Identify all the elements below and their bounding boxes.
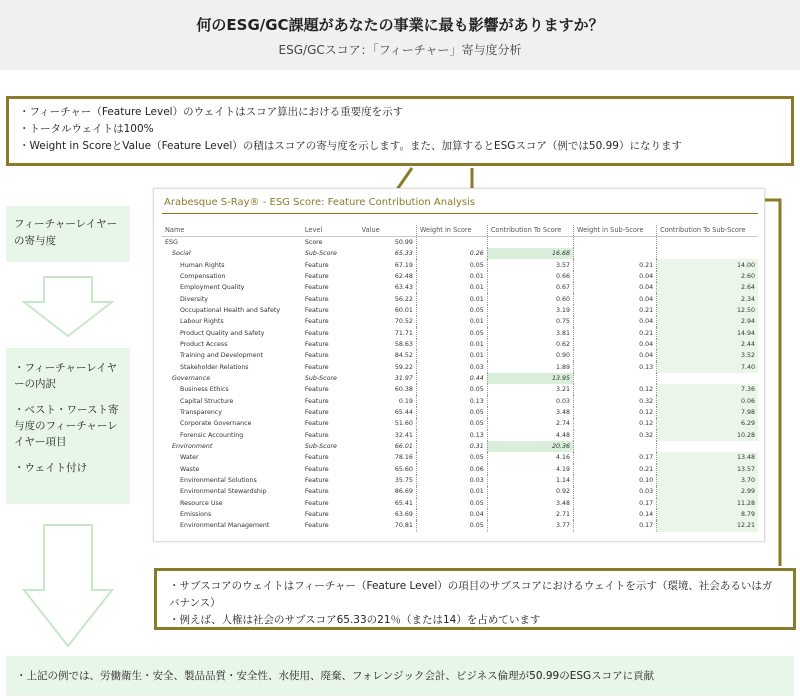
cell-value: 70.81 xyxy=(359,520,417,531)
cell-weight: 0.31 xyxy=(416,441,487,452)
table-row xyxy=(162,498,758,509)
cell-name: Employment Quality xyxy=(180,284,245,292)
cell-level: Feature xyxy=(304,408,329,416)
top-note: ・フィーチャー（Feature Level）のウェイトはスコア算出における重要度を示す xyxy=(19,106,404,118)
table-row xyxy=(162,441,758,452)
cell-level: Feature xyxy=(304,511,329,519)
cell-value: 71.71 xyxy=(359,327,417,338)
cell-level: Feature xyxy=(304,431,329,439)
table-row xyxy=(162,259,758,270)
cell-name: Waste xyxy=(180,465,200,473)
cell-weight: 0.05 xyxy=(416,259,487,270)
cell-contribution: 0.66 xyxy=(487,271,573,282)
cell-contribution: 0.62 xyxy=(487,339,573,350)
cell-value: 65.41 xyxy=(359,498,417,509)
cell-sub-weight: 0.04 xyxy=(573,271,656,282)
cell-contribution: 13.95 xyxy=(487,373,573,384)
cell-contribution: 0.92 xyxy=(487,486,573,497)
cell-contribution: 3.19 xyxy=(487,305,573,316)
cell-value: 65.33 xyxy=(359,248,417,259)
cell-level: Feature xyxy=(304,284,329,292)
table-row xyxy=(162,361,758,372)
cell-contribution: 0.60 xyxy=(487,293,573,304)
table-row xyxy=(162,452,758,463)
col-header-value: Value xyxy=(359,225,417,237)
cell-level: Feature xyxy=(304,261,329,269)
cell-level: Feature xyxy=(304,386,329,394)
cell-weight: 0.06 xyxy=(416,464,487,475)
cell-level: Sub-Score xyxy=(304,374,337,382)
table-row xyxy=(162,248,758,259)
table-title: Arabesque S-Ray® - ESG Score: Feature Contribution Analysis xyxy=(164,197,476,208)
cell-contribution: 20.36 xyxy=(487,441,573,452)
cell-sub-contribution: 7.98 xyxy=(657,407,758,418)
conclusion-box: ・上記の例では、労働衛生・安全、製品品質・安全性、水使用、廃棄、フォレンジック会計、ビジネス倫理が50.99のESGスコアに貢献 xyxy=(6,656,794,696)
table-row xyxy=(162,305,758,316)
cell-level: Sub-Score xyxy=(304,250,337,258)
table-row xyxy=(162,271,758,282)
cell-contribution: 4.48 xyxy=(487,430,573,441)
cell-sub-weight: 0.13 xyxy=(573,361,656,372)
cell-sub-weight: 0.21 xyxy=(573,259,656,270)
col-header-contribution: Contribution To Score xyxy=(487,225,573,237)
cell-sub-weight: 0.04 xyxy=(573,293,656,304)
cell-contribution: 0.90 xyxy=(487,350,573,361)
cell-contribution: 0.67 xyxy=(487,282,573,293)
cell-level: Feature xyxy=(304,499,329,507)
cell-value: 63.43 xyxy=(359,282,417,293)
cell-value: 60.38 xyxy=(359,384,417,395)
cell-sub-weight xyxy=(573,237,656,249)
cell-name: Product Quality and Safety xyxy=(180,329,265,337)
cell-contribution: 1.89 xyxy=(487,361,573,372)
cell-level: Feature xyxy=(304,340,329,348)
page-subtitle: ESG/GCスコア：「フィーチャー」寄与度分析 xyxy=(278,43,522,57)
cell-level: Feature xyxy=(304,272,329,280)
cell-sub-weight: 0.21 xyxy=(573,305,656,316)
cell-sub-weight: 0.14 xyxy=(573,509,656,520)
cell-weight: 0.01 xyxy=(416,350,487,361)
table-row xyxy=(162,350,758,361)
table-row xyxy=(162,327,758,338)
cell-sub-contribution: 0.06 xyxy=(657,395,758,406)
cell-sub-weight: 0.12 xyxy=(573,418,656,429)
table-row xyxy=(162,373,758,384)
feature-contribution-table-card xyxy=(153,188,765,542)
col-header-name: Name xyxy=(162,225,302,237)
cell-level: Feature xyxy=(304,488,329,496)
cell-sub-weight: 0.17 xyxy=(573,520,656,531)
cell-name: Labour Rights xyxy=(180,318,224,326)
cell-sub-contribution: 14.00 xyxy=(657,259,758,270)
cell-name: Environment xyxy=(172,443,213,451)
table-row xyxy=(162,384,758,395)
cell-sub-contribution: 13.57 xyxy=(657,464,758,475)
cell-sub-contribution: 11.28 xyxy=(657,498,758,509)
top-note: ・Weight in ScoreとValue（Feature Level）の積はスコアの寄与度を示します。また、加算するとESGスコア（例では50.99）になります xyxy=(19,140,682,152)
cell-sub-contribution: 3.52 xyxy=(657,350,758,361)
cell-name: Resource Use xyxy=(180,499,223,507)
cell-level: Feature xyxy=(304,465,329,473)
table-row xyxy=(162,509,758,520)
cell-level: Feature xyxy=(304,318,329,326)
cell-sub-weight xyxy=(573,373,656,384)
cell-value: 58.63 xyxy=(359,339,417,350)
cell-level: Feature xyxy=(304,420,329,428)
cell-weight: 0.05 xyxy=(416,305,487,316)
table-row xyxy=(162,520,758,531)
cell-weight: 0.05 xyxy=(416,498,487,509)
cell-sub-contribution: 2.60 xyxy=(657,271,758,282)
cell-name: Emissions xyxy=(180,511,212,519)
cell-contribution: 4.19 xyxy=(487,464,573,475)
cell-value: 65.44 xyxy=(359,407,417,418)
cell-level: Feature xyxy=(304,306,329,314)
bottom-notes-box xyxy=(154,568,796,630)
cell-name: Water xyxy=(180,454,199,462)
table-row xyxy=(162,407,758,418)
cell-sub-contribution xyxy=(657,237,758,249)
cell-sub-weight: 0.12 xyxy=(573,384,656,395)
cell-value: 84.52 xyxy=(359,350,417,361)
cell-weight: 0.05 xyxy=(416,520,487,531)
table-row xyxy=(162,475,758,486)
cell-weight: 0.03 xyxy=(416,361,487,372)
table-row xyxy=(162,316,758,327)
cell-weight: 0.01 xyxy=(416,282,487,293)
cell-contribution: 4.16 xyxy=(487,452,573,463)
col-header-weight: Weight in Score xyxy=(416,225,487,237)
cell-level: Feature xyxy=(304,329,329,337)
cell-sub-weight: 0.32 xyxy=(573,430,656,441)
cell-sub-contribution xyxy=(657,373,758,384)
cell-name: Capital Structure xyxy=(180,397,234,405)
cell-sub-contribution: 7.36 xyxy=(657,384,758,395)
cell-contribution: 16.68 xyxy=(487,248,573,259)
table-row xyxy=(162,237,758,249)
table-row xyxy=(162,486,758,497)
cell-sub-contribution: 10.28 xyxy=(657,430,758,441)
col-header-sub-weight: Weight in Sub-Score xyxy=(573,225,656,237)
cell-weight: 0.26 xyxy=(416,248,487,259)
cell-weight: 0.05 xyxy=(416,452,487,463)
cell-weight: 0.01 xyxy=(416,486,487,497)
cell-name: Human Rights xyxy=(180,261,225,269)
cell-sub-contribution xyxy=(657,441,758,452)
cell-name: Product Access xyxy=(180,340,228,348)
cell-value: 50.99 xyxy=(359,237,417,249)
cell-contribution: 3.57 xyxy=(487,259,573,270)
bottom-note: ・サブスコアのウェイトはフィーチャー（Feature Level）の項目のサブスコアにおけるウェイトを示す（環境、社会あるいはガバナンス） xyxy=(169,580,773,609)
cell-sub-weight: 0.03 xyxy=(573,486,656,497)
cell-weight: 0.13 xyxy=(416,430,487,441)
cell-name: Social xyxy=(172,250,191,258)
cell-name: Corporate Governance xyxy=(180,420,252,428)
cell-level: Feature xyxy=(304,454,329,462)
cell-name: ESG xyxy=(165,239,178,246)
cell-sub-contribution: 8.79 xyxy=(657,509,758,520)
cell-contribution: 3.81 xyxy=(487,327,573,338)
cell-name: Occupational Health and Safety xyxy=(180,306,281,314)
page-title: 何のESG/GC課題があなたの事業に最も影響がありますか？ xyxy=(196,16,604,34)
cell-contribution: 0.03 xyxy=(487,395,573,406)
cell-name: Transparency xyxy=(180,408,222,416)
cell-value: 56.22 xyxy=(359,293,417,304)
col-header-level: Level xyxy=(302,225,359,237)
cell-sub-weight: 0.32 xyxy=(573,395,656,406)
cell-value: 63.69 xyxy=(359,509,417,520)
table-body xyxy=(162,237,758,532)
cell-level: Feature xyxy=(304,522,329,530)
cell-sub-contribution: 12.21 xyxy=(657,520,758,531)
cell-value: 66.01 xyxy=(359,441,417,452)
cell-weight: 0.03 xyxy=(416,475,487,486)
cell-level: Score xyxy=(304,239,323,246)
cell-value: 67.19 xyxy=(359,259,417,270)
cell-value: 60.01 xyxy=(359,305,417,316)
table-row xyxy=(162,430,758,441)
cell-sub-contribution: 2.94 xyxy=(657,316,758,327)
cell-value: 70.52 xyxy=(359,316,417,327)
table-row xyxy=(162,293,758,304)
cell-level: Feature xyxy=(304,352,329,360)
breakdown-item: ・フィーチャーレイヤーの内訳 xyxy=(14,362,118,390)
cell-weight: 0.01 xyxy=(416,339,487,350)
col-header-sub-contribution: Contribution To Sub-Score xyxy=(657,225,758,237)
cell-contribution: 3.21 xyxy=(487,384,573,395)
cell-weight: 0.04 xyxy=(416,509,487,520)
cell-sub-weight: 0.04 xyxy=(573,282,656,293)
cell-contribution xyxy=(487,237,573,249)
cell-sub-weight xyxy=(573,248,656,259)
cell-sub-contribution xyxy=(657,248,758,259)
cell-name: Environmental Solutions xyxy=(180,477,257,485)
cell-sub-contribution: 2.99 xyxy=(657,486,758,497)
table-header-row xyxy=(162,225,758,237)
cell-value: 62.48 xyxy=(359,271,417,282)
cell-name: Forensic Accounting xyxy=(180,431,244,439)
cell-level: Feature xyxy=(304,295,329,303)
cell-name: Stakeholder Relations xyxy=(180,363,249,371)
cell-sub-weight xyxy=(573,441,656,452)
cell-sub-weight: 0.04 xyxy=(573,316,656,327)
breakdown-item: ・ベスト・ワースト寄与度のフィーチャーレイヤー項目 xyxy=(14,404,119,448)
cell-sub-contribution: 14.94 xyxy=(657,327,758,338)
feature-contribution-table xyxy=(162,225,758,532)
cell-level: Sub-Score xyxy=(304,443,337,451)
cell-sub-weight: 0.21 xyxy=(573,464,656,475)
cell-name: Training and Development xyxy=(180,352,264,360)
cell-sub-weight: 0.10 xyxy=(573,475,656,486)
cell-contribution: 0.75 xyxy=(487,316,573,327)
cell-sub-contribution: 13.48 xyxy=(657,452,758,463)
cell-value: 0.19 xyxy=(359,395,417,406)
cell-weight: 0.01 xyxy=(416,316,487,327)
cell-name: Governance xyxy=(172,374,211,382)
table-row xyxy=(162,418,758,429)
cell-weight: 0.13 xyxy=(416,395,487,406)
cell-sub-weight: 0.17 xyxy=(573,498,656,509)
bottom-note: ・例えば、人権は社会のサブスコア65.33の21％（または14）を占めています xyxy=(169,614,541,626)
cell-name: Compensation xyxy=(180,272,226,280)
cell-value: 31.97 xyxy=(359,373,417,384)
cell-sub-weight: 0.12 xyxy=(573,407,656,418)
cell-contribution: 3.77 xyxy=(487,520,573,531)
cell-name: Business Ethics xyxy=(180,386,229,394)
cell-value: 86.69 xyxy=(359,486,417,497)
breakdown-item: ・ウェイト付け xyxy=(14,462,88,474)
cell-value: 59.22 xyxy=(359,361,417,372)
cell-weight: 0.01 xyxy=(416,293,487,304)
cell-contribution: 3.48 xyxy=(487,407,573,418)
feature-layer-contribution-box: フィーチャーレイヤーの寄与度 xyxy=(6,206,130,262)
cell-sub-weight: 0.04 xyxy=(573,339,656,350)
top-note: ・トータルウェイトは100% xyxy=(19,123,154,135)
cell-sub-contribution: 12.50 xyxy=(657,305,758,316)
cell-sub-contribution: 2.44 xyxy=(657,339,758,350)
cell-contribution: 2.74 xyxy=(487,418,573,429)
table-row xyxy=(162,395,758,406)
cell-value: 65.60 xyxy=(359,464,417,475)
cell-weight: 0.44 xyxy=(416,373,487,384)
cell-weight: 0.05 xyxy=(416,407,487,418)
cell-sub-contribution: 7.40 xyxy=(657,361,758,372)
table-title-rule xyxy=(162,213,758,214)
cell-value: 51.60 xyxy=(359,418,417,429)
cell-contribution: 2.71 xyxy=(487,509,573,520)
cell-level: Feature xyxy=(304,363,329,371)
cell-level: Feature xyxy=(304,477,329,485)
cell-weight: 0.05 xyxy=(416,327,487,338)
cell-value: 35.75 xyxy=(359,475,417,486)
cell-name: Environmental Management xyxy=(180,522,270,530)
cell-weight xyxy=(416,237,487,249)
cell-weight: 0.05 xyxy=(416,384,487,395)
cell-contribution: 3.48 xyxy=(487,498,573,509)
cell-weight: 0.01 xyxy=(416,271,487,282)
table-row xyxy=(162,339,758,350)
cell-value: 78.16 xyxy=(359,452,417,463)
cell-weight: 0.05 xyxy=(416,418,487,429)
cell-sub-contribution: 2.64 xyxy=(657,282,758,293)
cell-sub-contribution: 3.70 xyxy=(657,475,758,486)
cell-name: Environmental Stewardship xyxy=(180,488,267,496)
table-row xyxy=(162,282,758,293)
cell-name: Diversity xyxy=(180,295,209,303)
cell-value: 32.41 xyxy=(359,430,417,441)
cell-sub-weight: 0.04 xyxy=(573,350,656,361)
cell-sub-contribution: 2.34 xyxy=(657,293,758,304)
cell-contribution: 1.14 xyxy=(487,475,573,486)
table-row xyxy=(162,464,758,475)
cell-sub-weight: 0.17 xyxy=(573,452,656,463)
cell-sub-contribution: 6.29 xyxy=(657,418,758,429)
cell-sub-weight: 0.21 xyxy=(573,327,656,338)
cell-level: Feature xyxy=(304,397,329,405)
